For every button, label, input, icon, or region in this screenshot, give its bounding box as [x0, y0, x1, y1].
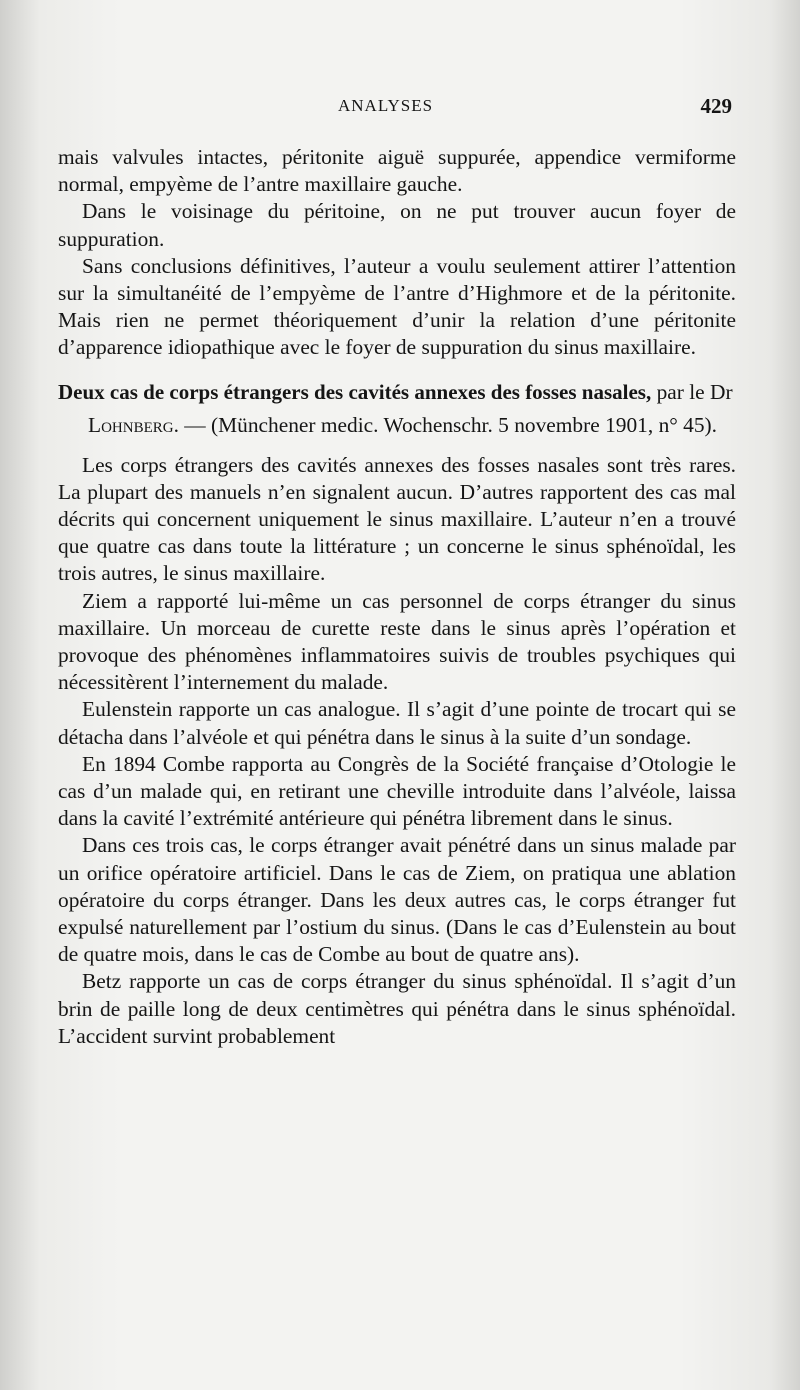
article-author: Lohnberg.: [88, 412, 179, 437]
author-prefix: par le Dr: [656, 379, 733, 404]
page-number: 429: [700, 94, 732, 118]
paragraph: mais valvules intactes, péritonite aiguë suppurée, appendice vermiforme normal, empyème de l’antre maxillaire gauche.: [58, 145, 736, 197]
paragraph: Dans le voisinage du péritoine, on ne put trouver aucun foyer de suppuration.: [58, 199, 736, 251]
article-source: — (Münchener medic. Wochenschr. 5 novembre 1901, n° 45).: [184, 412, 718, 437]
article-title: Deux cas de corps étrangers des cavités annexes des fosses nasales,: [58, 379, 652, 404]
paragraph: Ziem a rapporté lui-même un cas personnel de corps étranger du sinus maxillaire. Un morceau de curette reste dans le sinus après l’opération et provoque des phénomènes inflammatoires suivis de troubles psychiques qui nécessitèrent l’internement du malade.: [58, 588, 736, 695]
paragraph: Sans conclusions définitives, l’auteur a voulu seulement attirer l’attention sur la simultanéité de l’empyème de l’antre d’Highmore et de la péritonite. Mais rien ne permet théoriquement d’unir la relation d’une péritonite d’apparence idiopathique avec le foyer de suppuration du sinus maxillaire.: [58, 253, 736, 360]
page-header: [0, 96, 800, 126]
article-heading: [58, 376, 736, 442]
paragraph: Les corps étrangers des cavités annexes des fosses nasales sont très rares. La plupart des manuels n’en signalent aucun. D’autres rapportent des cas mal décrits qui concernent uniquement le sinus maxillaire. L’auteur n’en a trouvé que quatre cas dans toute la littérature ; un concerne le sinus sphénoïdal, les trois autres, le sinus maxillaire.: [58, 452, 736, 586]
paragraph: En 1894 Combe rapporta au Congrès de la Société française d’Otologie le cas d’un malade qui, en retirant une cheville introduite dans l’alvéole, laissa dans la cavité l’extrémité antérieure qui pénétra librement dans le sinus.: [58, 751, 736, 831]
paragraph: Betz rapporte un cas de corps étranger du sinus sphénoïdal. Il s’agit d’un brin de paille long de deux centimètres qui pénétra dans le sinus sphénoïdal. L’accident survint probablement: [58, 969, 736, 1048]
body-text: [58, 144, 736, 1050]
paragraph: Dans ces trois cas, le corps étranger avait pénétré dans un sinus malade par un orifice opératoire artificiel. Dans le cas de Ziem, on pratiqua une ablation opératoire du corps étranger. Dans les deux autres cas, le corps étranger fut expulsé naturellement par l’ostium du sinus. (Dans le cas d’Eulenstein au bout de quatre mois, dans le cas de Combe au bout de quatre ans).: [58, 833, 736, 967]
paragraph: Eulenstein rapporte un cas analogue. Il s’agit d’une pointe de trocart qui se détacha dans l’alvéole et qui pénétra dans le sinus à la suite d’un sondage.: [58, 697, 736, 749]
running-title: ANALYSES: [338, 96, 434, 115]
